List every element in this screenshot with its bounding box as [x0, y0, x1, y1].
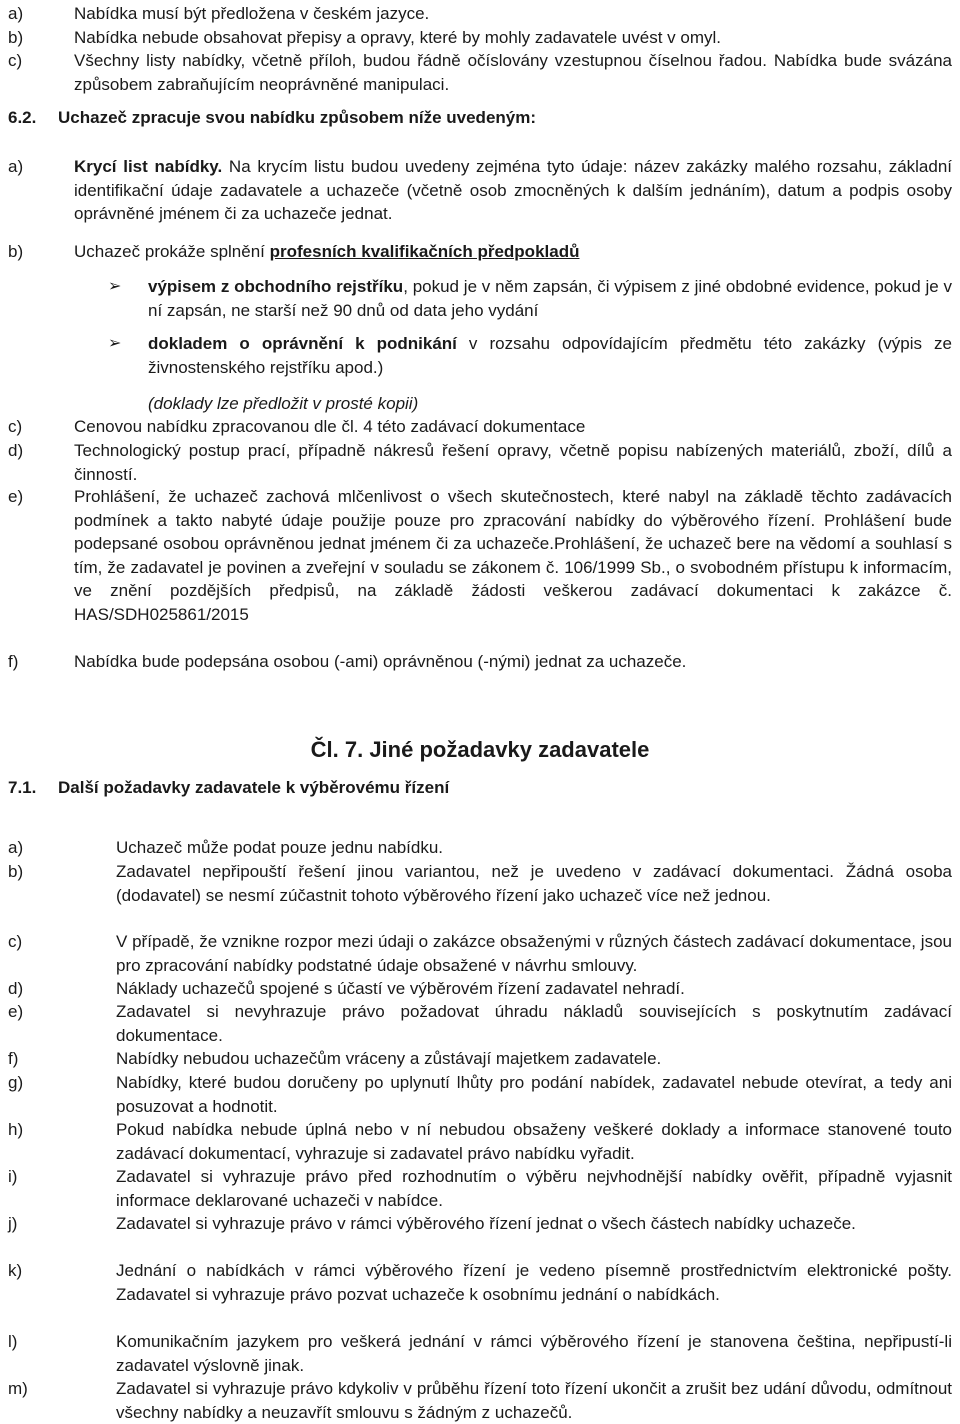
list-label: c): [8, 932, 23, 951]
list-label: l): [8, 1332, 18, 1351]
section-number: 6.2.: [8, 108, 37, 127]
list-label: b): [8, 28, 24, 47]
bold-lead: dokladem o oprávnění k podnikání: [148, 334, 457, 353]
list-label: b): [8, 862, 24, 881]
list-item: [8, 415, 952, 439]
list-label: h): [8, 1120, 24, 1139]
list-label: i): [8, 1167, 18, 1186]
note-italic: (doklady lze předložit v prosté kopii): [148, 394, 419, 413]
list-item: [8, 836, 952, 860]
list-text: Komunikačním jazykem pro veškerá jednání v rámci výběrového řízení je stanovena čeština, nepřipustí-li zadavatel výslovně jinak.: [116, 1332, 952, 1375]
subsection-number: 7.1.: [8, 778, 37, 797]
list-text: Technologický postup prací, případně nákresů řešení opravy, včetně popisu nabízených materiálů, zboží, dílů a činností.: [74, 441, 952, 484]
section-heading: Uchazeč zpracuje svou nabídku způsobem níže uvedeným:: [58, 108, 537, 127]
list-item: [8, 1047, 952, 1071]
list-label: b): [8, 242, 24, 261]
list-item: [8, 1071, 952, 1118]
list-item: [8, 485, 952, 626]
list-item: [8, 1377, 952, 1424]
bullet-text: [148, 275, 952, 322]
list-text: Náklady uchazečů spojené s účastí ve výběrovém řízení zadavatel nehradí.: [116, 979, 685, 998]
list-label: m): [8, 1379, 28, 1398]
list-label: k): [8, 1261, 23, 1280]
bullet-item: [108, 332, 952, 379]
list-text: Zadavatel si vyhrazuje právo v rámci výběrového řízení jednat o všech částech nabídky uchazeče.: [116, 1214, 856, 1233]
list-text: Zadavatel nepřipouští řešení jinou variantou, než je uvedeno v zadávací dokumentaci. Žádná osoba (dodavatel) se nesmí zúčastnit tohoto výběrového řízení jako uchazeč více než jednou.: [116, 862, 952, 905]
list-item: [8, 155, 952, 226]
bullet-text: [148, 332, 952, 379]
list-item: [8, 1259, 952, 1306]
list-item: [8, 1212, 952, 1236]
list-label: a): [8, 4, 24, 23]
list-text: Prohlášení, že uchazeč zachová mlčenlivost o všech skutečnostech, které nabyl na základě těchto zadávacích podmínek a takto nabyté údaje použije pouze pro zpracování nabídky do výběrového řízení. Prohlášení bude podepsané osobou oprávněnou jednat jménem či za uchazeče.Prohlášení, že uchazeč bere na vědomí a souhlasí s tím, že zadavatel je povinen a zveřejní v souladu se zákonem č. 106/1999 Sb., o svobodném přístupu k informacím, ve znění pozdějších předpisů, na základě žádosti veškerou zadávací dokumentaci k zakázce č. HAS/SDH025861/2015: [74, 487, 952, 624]
list-text: Uchazeč může podat pouze jednu nabídku.: [116, 838, 444, 857]
list-item: [8, 240, 952, 264]
bullet-item: [108, 275, 952, 322]
bold-lead: Krycí list nabídky.: [74, 157, 223, 176]
list-item: [8, 1330, 952, 1377]
arrow-bullet-icon: ➢: [108, 335, 122, 352]
list-text: [74, 155, 952, 226]
list-label: f): [8, 1049, 19, 1068]
subsection-heading: Další požadavky zadavatele k výběrovému řízení: [58, 778, 450, 797]
list-text: Nabídka bude podepsána osobou (-ami) oprávněnou (-nými) jednat za uchazeče.: [74, 652, 687, 671]
list-text: V případě, že vznikne rozpor mezi údaji o zakázce obsaženými v různých částech zadávací dokumentace, jsou pro zpracování nabídky podstatné údaje obsažené v návrhu smlouvy.: [116, 932, 952, 975]
arrow-bullet-icon: ➢: [108, 278, 122, 295]
list-label: a): [8, 838, 24, 857]
list-label: j): [8, 1214, 18, 1233]
list-label: c): [8, 51, 23, 70]
list-label: a): [8, 157, 24, 176]
list-label: f): [8, 652, 19, 671]
list-label: e): [8, 1002, 24, 1021]
list-label: d): [8, 979, 24, 998]
list-item: [8, 26, 952, 50]
list-text: [74, 240, 952, 264]
list-text: Cenovou nabídku zpracovanou dle čl. 4 této zadávací dokumentace: [74, 417, 586, 436]
list-item: [8, 439, 952, 486]
item-body: Uchazeč prokáže splnění: [74, 242, 270, 261]
bold-underline-phrase: profesních kvalifikačních předpokladů: [269, 242, 580, 261]
list-text: Zadavatel si nevyhrazuje právo požadovat úhradu nákladů souvisejících s poskytnutím zadávací dokumentace.: [116, 1002, 952, 1045]
list-text: Zadavatel si vyhrazuje právo kdykoliv v průběhu řízení toto řízení ukončit a zrušit bez udání důvodu, odmítnout všechny nabídky a neuzavřít smlouvu s žádným z uchazečů.: [116, 1379, 952, 1422]
list-label: d): [8, 441, 24, 460]
chapter-title: Čl. 7. Jiné požadavky zadavatele: [310, 737, 650, 762]
list-text: Nabídky, které budou doručeny po uplynutí lhůty pro podání nabídek, zadavatel nebude otevírat, a tedy ani posuzovat a hodnotit.: [116, 1073, 952, 1116]
list-label: e): [8, 487, 24, 506]
list-text: Nabídka musí být předložena v českém jazyce.: [74, 4, 430, 23]
list-item: [8, 1118, 952, 1165]
list-label: g): [8, 1073, 24, 1092]
list-label: c): [8, 417, 23, 436]
list-item: [8, 977, 952, 1001]
list-text: Zadavatel si vyhrazuje právo před rozhodnutím o výběru nejvhodnější nabídky ověřit, případně vyjasnit informace deklarované uchazeči v nabídce.: [116, 1167, 952, 1210]
list-item: [8, 49, 952, 96]
bullet-body: v rozsahu odpovídajícím předmětu této zakázky (výpis ze živnostenského rejstříku apod.): [148, 334, 952, 377]
item-body: Na krycím listu budou uvedeny zejména tyto údaje: název zakázky malého rozsahu, základní identifikační údaje zadavatele a uchazeče (včetně osob zmocněných k dalším jednáním), datum a podpis osoby oprávněné jménem či za uchazeče jednat.: [74, 157, 953, 223]
bold-lead: výpisem z obchodního rejstříku: [148, 277, 404, 296]
list-item: [8, 1165, 952, 1212]
list-text: Nabídky nebudou uchazečům vráceny a zůstávají majetkem zadavatele.: [116, 1049, 662, 1068]
list-text: Všechny listy nabídky, včetně příloh, budou řádně očíslovány vzestupnou číselnou řadou. Nabídka bude svázána způsobem zabraňujícím neoprávněné manipulaci.: [74, 51, 952, 94]
list-text: Jednání o nabídkách v rámci výběrového řízení je vedeno písemně prostřednictvím elektronické pošty. Zadavatel si vyhrazuje právo pozvat uchazeče k osobnímu jednání o nabídkách.: [116, 1261, 952, 1304]
list-item: [8, 930, 952, 977]
list-item: [8, 1000, 952, 1047]
list-item: [8, 2, 952, 26]
list-item: [8, 860, 952, 907]
bullet-body: , pokud je v něm zapsán, či výpisem z jiné obdobné evidence, pokud je v ní zapsán, ne starší než 90 dnů od data jeho vydání: [148, 277, 952, 320]
list-text: Nabídka nebude obsahovat přepisy a opravy, které by mohly zadavatele uvést v omyl.: [74, 28, 721, 47]
list-text: Pokud nabídka nebude úplná nebo v ní nebudou obsaženy veškeré doklady a informace stanovené touto zadávací dokumentací, vyhrazuje si zadavatel právo nabídku vyřadit.: [116, 1120, 952, 1163]
list-item: [8, 650, 952, 674]
